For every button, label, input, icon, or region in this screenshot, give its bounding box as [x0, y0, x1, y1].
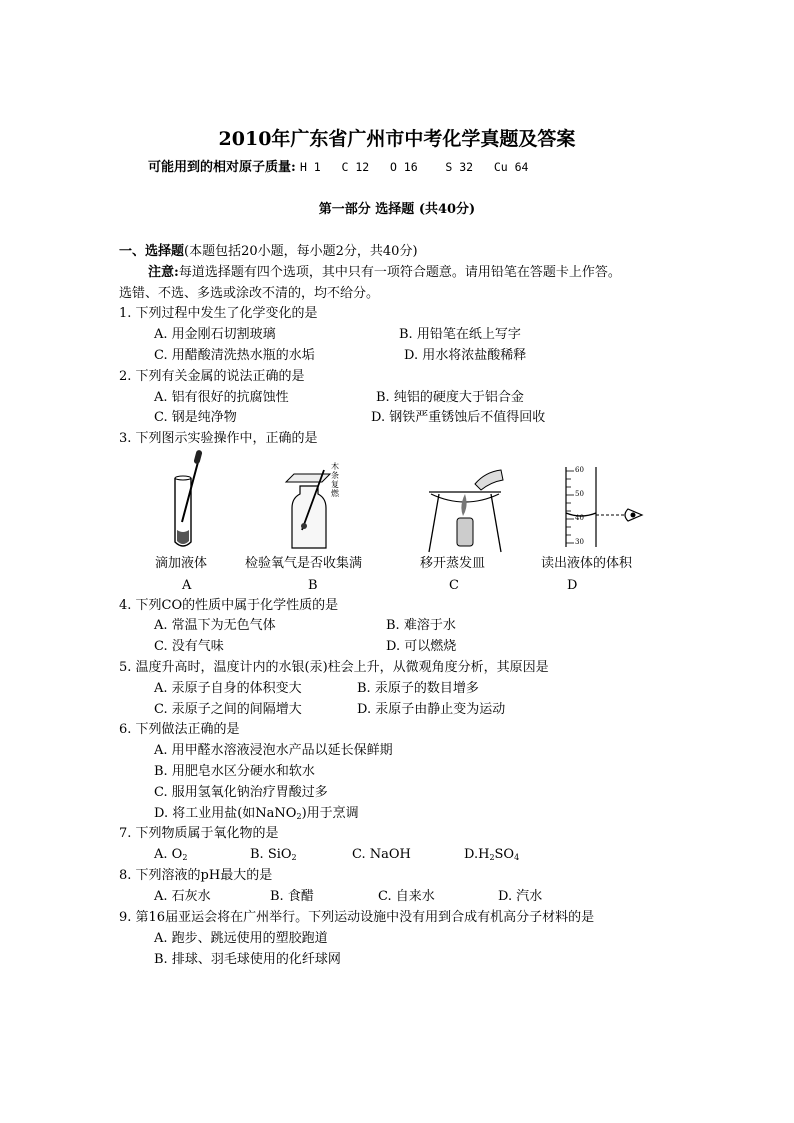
q5-option-a: A. 汞原子自身的体积变大 [154, 681, 302, 696]
q8-option-c: C. 自来水 [378, 889, 435, 904]
q9-option-b: B. 排球、羽毛球使用的化纤球网 [154, 952, 341, 967]
scale-50: 50 [575, 490, 584, 498]
q6-option-d [154, 805, 359, 825]
q2-option-b: B. 纯铝的硬度大于铝合金 [376, 390, 524, 405]
q4-option-b: B. 难溶于水 [386, 618, 456, 633]
section-desc: (本题包括20小题，每小题2分，共40分) [184, 244, 418, 259]
atomic-masses-label: 可能用到的相对原子质量: [148, 160, 296, 175]
q7-d-mid: SO [494, 847, 515, 862]
q8-option-d: D. 汽水 [498, 889, 543, 904]
q3-letter-c: C [449, 578, 459, 593]
q4-option-a: A. 常温下为无色气体 [154, 618, 276, 633]
q6-d-sub: 2 [296, 812, 302, 821]
q1-option-d: D. 用水将浓盐酸稀释 [404, 348, 527, 363]
q7-option-a [154, 846, 187, 866]
q7-a-text: A. O [154, 847, 183, 862]
q7-option-c: C. NaOH [352, 847, 411, 862]
q3-caption-d: 读出液体的体积 [541, 556, 633, 571]
q7-d-text: D.H [464, 847, 490, 862]
q5-option-d: D. 汞原子由静止变为运动 [357, 702, 506, 717]
section-title-line [119, 243, 418, 260]
q1-stem: 1. 下列过程中发生了化学变化的是 [119, 306, 318, 321]
figure-a-dropper-icon [165, 450, 215, 550]
q2-stem: 2. 下列有关金属的说法正确的是 [119, 369, 305, 384]
q4-option-c: C. 没有气味 [154, 639, 224, 654]
wood-label: 木条复燃 [331, 462, 339, 498]
q5-option-c: C. 汞原子之间的间隔增大 [154, 702, 302, 717]
q6-stem: 6. 下列做法正确的是 [119, 722, 240, 737]
page-title: 2010年广东省广州市中考化学真题及答案 [218, 128, 576, 150]
q6-option-c: C. 服用氢氧化钠治疗胃酸过多 [154, 785, 328, 800]
q7-option-d [464, 846, 519, 866]
q9-option-a: A. 跑步、跳远使用的塑胶跑道 [154, 931, 328, 946]
atomic-masses [148, 159, 528, 176]
q2-option-c: C. 钢是纯净物 [154, 410, 237, 425]
q3-caption-b: 检验氧气是否收集满 [245, 556, 363, 571]
figure-c-evaporating-dish-icon [425, 466, 505, 554]
q6-d-pre: D. 将工业用盐(如NaNO [154, 806, 297, 821]
q5-option-b: B. 汞原子的数目增多 [357, 681, 479, 696]
q8-stem: 8. 下列溶液的pH最大的是 [119, 868, 273, 883]
q8-option-b: B. 食醋 [270, 889, 314, 904]
q7-a-sub: 2 [182, 853, 188, 862]
q1-option-a: A. 用金刚石切割玻璃 [154, 327, 276, 342]
q5-stem: 5. 温度升高时，温度计内的水银(汞)柱会上升，从微观角度分析，其原因是 [119, 660, 549, 675]
q3-letter-d: D [567, 578, 578, 593]
q7-d-sub1: 2 [489, 853, 495, 862]
q7-option-b [250, 846, 297, 866]
q3-stem: 3. 下列图示实验操作中，正确的是 [119, 431, 318, 446]
q7-b-sub: 2 [291, 853, 297, 862]
scale-60: 60 [575, 466, 584, 474]
q2-option-d: D. 钢铁严重锈蚀后不值得回收 [371, 410, 546, 425]
note-text: 每道选择题有四个选项，其中只有一项符合题意。请用铅笔在答题卡上作答。 [178, 265, 621, 280]
q3-letter-a: A [182, 578, 192, 593]
q7-b-text: B. SiO [250, 847, 292, 862]
atomic-masses-values: H 1 C 12 O 16 S 32 Cu 64 [299, 160, 529, 174]
q7-d-sub2: 4 [514, 853, 520, 862]
q8-option-a: A. 石灰水 [154, 889, 211, 904]
section-title: 一、选择题 [119, 244, 185, 259]
q1-option-c: C. 用醋酸清洗热水瓶的水垢 [154, 348, 315, 363]
q6-d-post: )用于烹调 [301, 806, 359, 821]
q1-option-b: B. 用铅笔在纸上写字 [399, 327, 521, 342]
figure-d-measuring-cylinder-icon [560, 465, 652, 549]
q6-option-b: B. 用肥皂水区分硬水和软水 [154, 764, 315, 779]
scale-40: 40 [575, 514, 584, 522]
q3-caption-c: 移开蒸发皿 [420, 556, 486, 571]
q7-stem: 7. 下列物质属于氧化物的是 [119, 826, 279, 841]
q2-option-a: A. 铝有很好的抗腐蚀性 [154, 390, 289, 405]
q6-option-a: A. 用甲醛水溶液浸泡水产品以延长保鲜期 [154, 743, 393, 758]
q4-option-d: D. 可以燃烧 [386, 639, 457, 654]
note-line1 [148, 264, 621, 281]
q3-letter-b: B [308, 578, 318, 593]
note-line2: 选错、不选、多选或涂改不清的，均不给分。 [119, 286, 380, 301]
q4-stem: 4. 下列CO的性质中属于化学性质的是 [119, 598, 339, 613]
scale-30: 30 [575, 538, 584, 546]
q9-stem: 9. 第16届亚运会将在广州举行。下列运动设施中没有用到合成有机高分子材料的是 [119, 910, 595, 925]
note-label: 注意: [148, 265, 179, 280]
q3-caption-a: 滴加液体 [155, 556, 208, 571]
part-heading: 第一部分 选择题 (共40分) [318, 202, 476, 217]
